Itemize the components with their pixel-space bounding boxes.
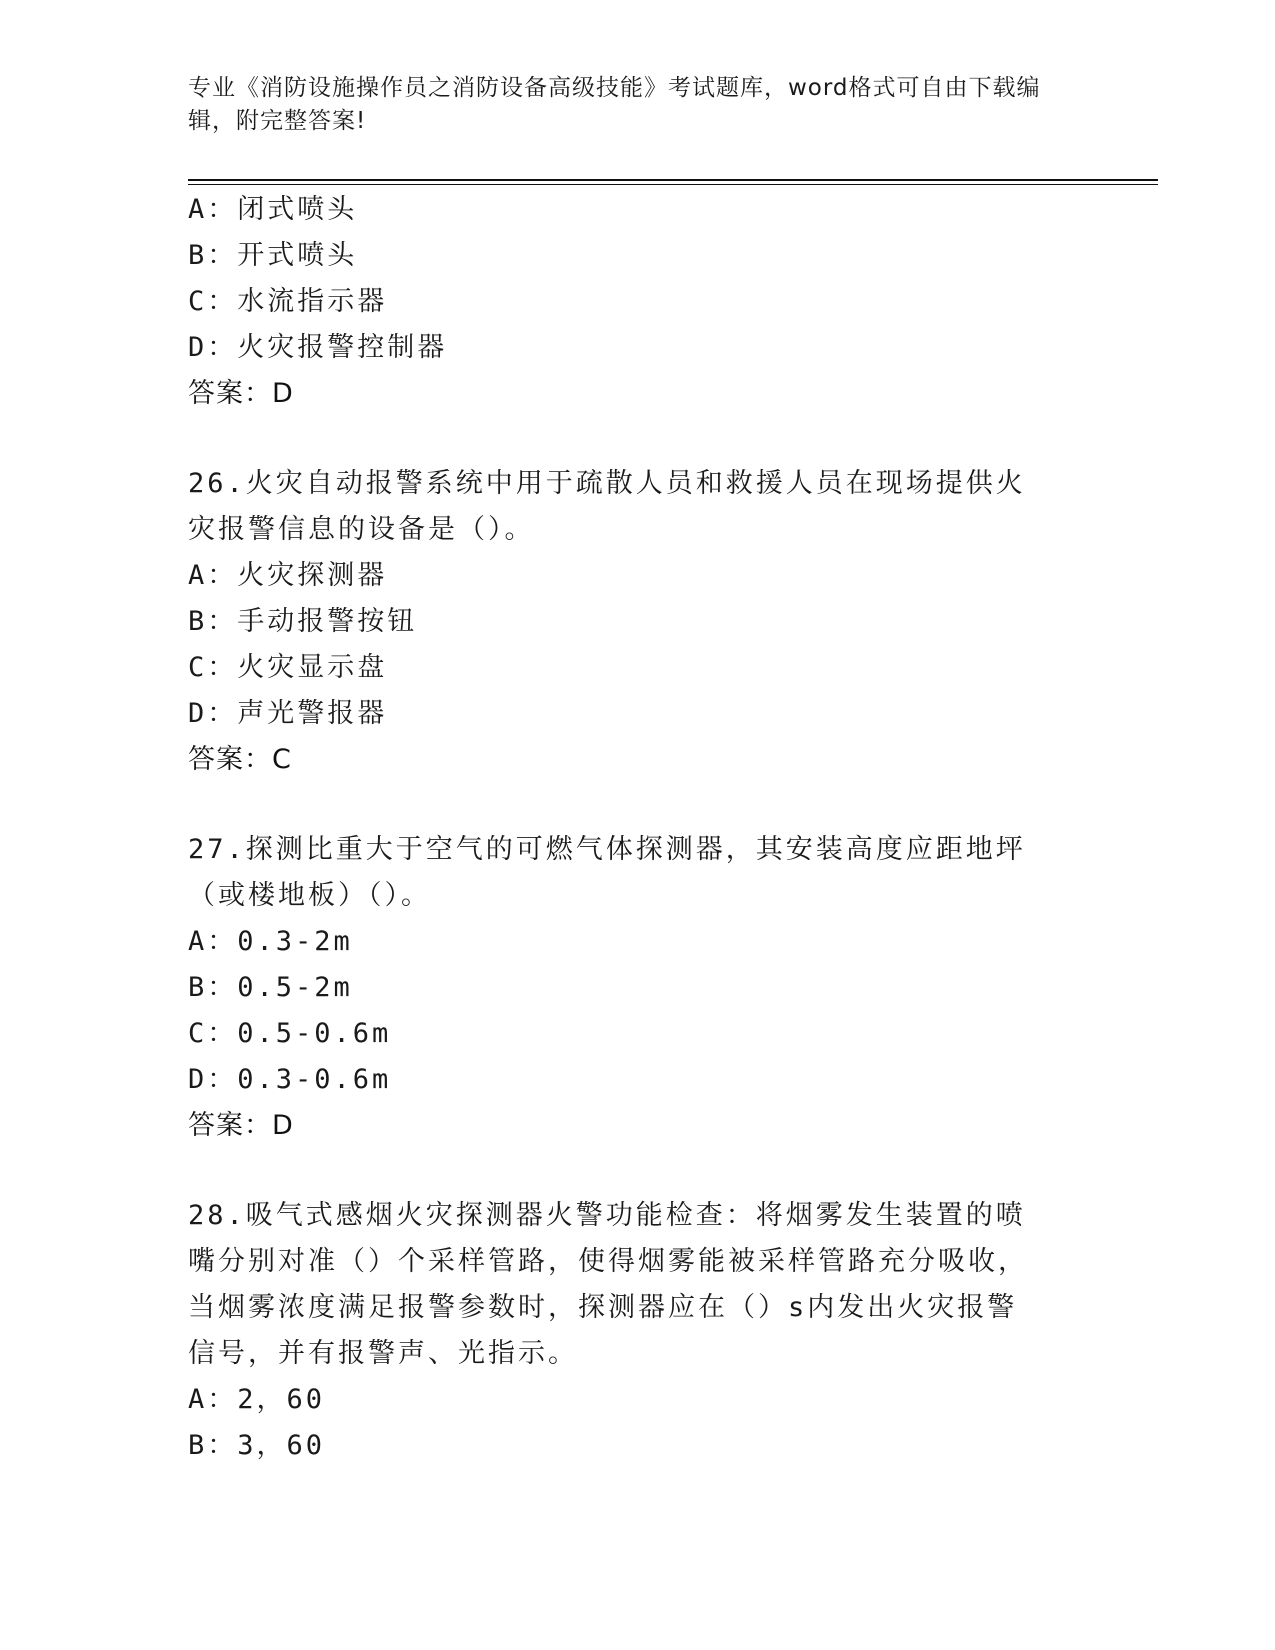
answer: 答案：C — [188, 744, 292, 775]
option-c: C：水流指示器 — [188, 286, 388, 317]
answer: 答案：D — [188, 378, 294, 409]
option-a: A：2，60 — [188, 1384, 326, 1415]
option-a: A：火灾探测器 — [188, 560, 388, 591]
document-header: 专业《消防设施操作员之消防设备高级技能》考试题库，word格式可自由下载编辑，附完整答案! — [188, 75, 1041, 134]
option-c: C：火灾显示盘 — [188, 652, 388, 683]
question-25-continued — [188, 187, 1088, 417]
option-d: D：声光警报器 — [188, 698, 388, 729]
question-list — [188, 187, 1088, 1469]
option-d: D：0.3-0.6m — [188, 1064, 392, 1095]
header-divider-thin — [188, 184, 1158, 185]
option-b: B：开式喷头 — [188, 240, 358, 271]
question-text: 26.火灾自动报警系统中用于疏散人员和救援人员在现场提供火灾报警信息的设备是（）。 — [188, 468, 1026, 545]
option-b: B：手动报警按钮 — [188, 606, 418, 637]
question-27 — [188, 827, 1088, 1149]
option-c: C：0.5-0.6m — [188, 1018, 392, 1049]
answer: 答案：D — [188, 1110, 294, 1141]
question-26 — [188, 461, 1088, 783]
question-text: 27.探测比重大于空气的可燃气体探测器，其安装高度应距地坪（或楼地板）（）。 — [188, 834, 1026, 911]
question-28 — [188, 1193, 1088, 1469]
option-d: D：火灾报警控制器 — [188, 332, 448, 363]
header-divider-thick — [188, 179, 1158, 181]
option-a: A：闭式喷头 — [188, 194, 358, 225]
option-a: A：0.3-2m — [188, 926, 353, 957]
option-b: B：0.5-2m — [188, 972, 353, 1003]
option-b: B：3，60 — [188, 1430, 326, 1461]
question-text: 28.吸气式感烟火灾探测器火警功能检查：将烟雾发生装置的喷嘴分别对准（）个采样管路，使得烟雾能被采样管路充分吸收，当烟雾浓度满足报警参数时，探测器应在（）s内发出火灾报警信号，并有报警声、光指示。 — [188, 1200, 1028, 1369]
